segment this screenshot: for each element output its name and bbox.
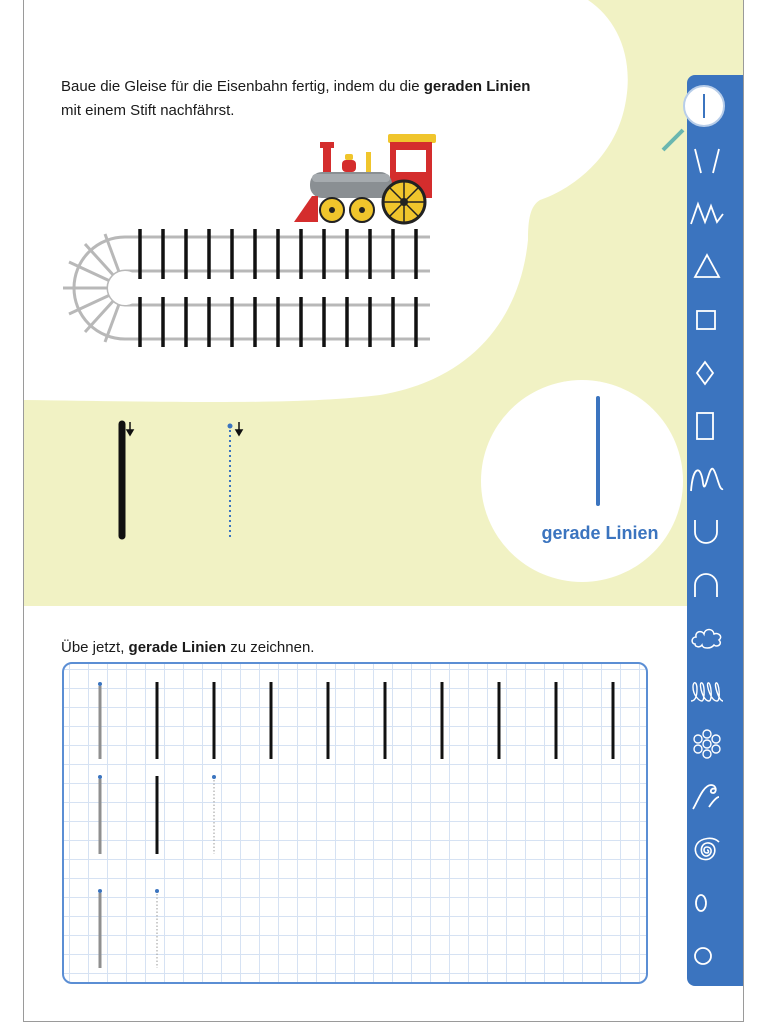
spiral-icon[interactable] [689, 832, 725, 868]
shape-sidebar [687, 75, 744, 986]
rectangle-icon[interactable] [689, 408, 725, 444]
cloud-icon[interactable] [689, 620, 725, 656]
stroke-demo [110, 418, 250, 546]
demo-arrow-2 [236, 422, 242, 435]
diamond-icon[interactable] [689, 355, 725, 391]
shape-badge-line [592, 396, 604, 508]
demo-start-dot [228, 424, 233, 429]
square-icon[interactable] [689, 302, 725, 338]
railway-track [55, 225, 435, 360]
oval-icon[interactable] [689, 885, 725, 921]
u-shape-icon[interactable] [689, 514, 725, 550]
circle-icon[interactable] [689, 938, 725, 974]
practice-grid[interactable] [62, 662, 648, 984]
train-illustration [290, 130, 440, 230]
loops-icon[interactable] [689, 673, 725, 709]
triangle-icon[interactable] [689, 249, 725, 285]
curl-icon[interactable] [689, 779, 725, 815]
zigzag-icon[interactable] [689, 196, 725, 232]
instruction-top: Baue die Gleise für die Eisenbahn fertig, indem du die geraden Linien mit einem Stift nachfährst. [61, 78, 531, 119]
wave-icon[interactable] [689, 461, 725, 497]
flower-icon[interactable] [689, 726, 725, 762]
diagonal-lines-icon[interactable] [689, 143, 725, 179]
instruction-bottom: Übe jetzt, gerade Linien zu zeichnen. [61, 639, 315, 656]
arch-icon[interactable] [689, 567, 725, 603]
shape-badge-label: gerade Linien [541, 523, 659, 543]
practice-lines [64, 664, 648, 984]
demo-arrow-1 [127, 422, 133, 435]
